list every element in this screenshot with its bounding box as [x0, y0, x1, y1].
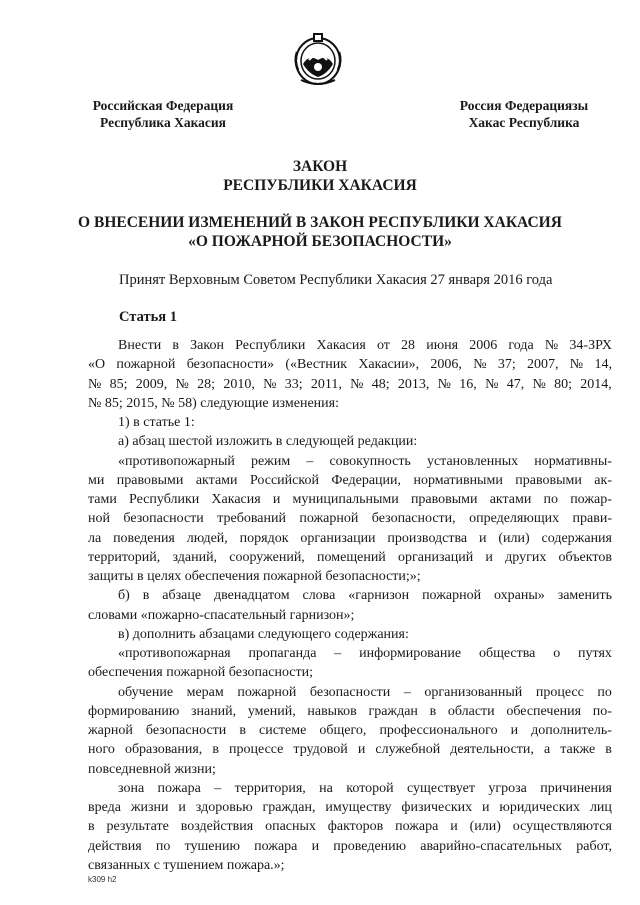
text-line: а) абзац шестой изложить в следующей редакции:: [118, 434, 418, 450]
text-line: связанных с тушением пожара.»;: [88, 857, 285, 873]
text-line: ной безопасности требований пожарной безопасности, определяющих прави-: [88, 511, 612, 527]
law-title-line-1: ЗАКОН: [292, 158, 348, 175]
footer-code: k309 h2: [88, 875, 117, 884]
law-subject-line-2: «О ПОЖАРНОЙ БЕЗОПАСНОСТИ»: [188, 233, 452, 250]
header-left: [88, 97, 238, 131]
text-line: формированию знаний, умений, навыков граждан в области обеспечения по-: [88, 703, 612, 719]
text-line: ного образования, в процессе трудовой и служебной деятельности, а также в: [88, 742, 612, 758]
text-line: зона пожара – территория, на которой существует угроза причинения: [118, 780, 612, 796]
article-title: Статья 1: [119, 309, 177, 325]
text-line: обучение мерам пожарной безопасности – организованный процесс по: [118, 684, 612, 700]
text-line: № 85; 2009, № 28; 2010, № 33; 2011, № 48; 2013, № 16, № 47, № 80; 2014,: [88, 376, 612, 392]
text-line: «О пожарной безопасности» («Вестник Хакасии», 2006, № 37; 2007, № 14,: [88, 357, 612, 373]
adoption-note: Принят Верховным Советом Республики Хакасия 27 января 2016 года: [119, 272, 553, 288]
text-line: «противопожарный режим – совокупность установленных нормативны-: [118, 453, 612, 469]
text-line: действия по тушению пожара и проведению аварийно-спасательных работ,: [88, 838, 612, 854]
text-line: повседневной жизни;: [88, 761, 216, 777]
text-line: жарной безопасности в системе общего, профессионального и дополнитель-: [88, 723, 612, 738]
text-line: словами «пожарно-спасательный гарнизон»;: [88, 607, 355, 623]
text-line: в) дополнить абзацами следующего содержания:: [118, 626, 409, 642]
text-line: № 85; 2015, № 58) следующие изменения:: [88, 395, 339, 411]
text-line: защиты в целях обеспечения пожарной безопасности;»;: [88, 569, 421, 584]
header-left-line-2: Республика Хакасия: [100, 115, 226, 130]
text-line: б) в абзаце двенадцатом слова «гарнизон пожарной охраны» заменить: [118, 588, 612, 604]
text-line: обеспечения пожарной безопасности;: [88, 665, 314, 681]
article-body: [88, 336, 612, 875]
text-line: тами Республики Хакасия и муниципальными правовыми актами по пожар-: [88, 492, 612, 507]
text-line: ми правовыми актами Российской Федерации, нормативными правовыми ак-: [88, 472, 612, 488]
text-line: Внести в Закон Республики Хакасия от 28 июня 2006 года № 34-ЗРХ: [118, 338, 612, 353]
text-line: вреда жизни и здоровью граждан, имуществу физических и юридических лиц: [88, 800, 612, 815]
law-subject-line-1: О ВНЕСЕНИИ ИЗМЕНЕНИЙ В ЗАКОН РЕСПУБЛИКИ ХАКАСИЯ: [78, 214, 562, 231]
text-line: 1) в статье 1:: [118, 415, 195, 430]
header-right-line-1: Россия Федерациязы: [459, 98, 589, 113]
text-line: «противопожарная пропаганда – информирование общества о путях: [118, 646, 612, 661]
text-line: в результате воздействия опасных факторов пожара и (или) осуществляются: [88, 819, 612, 835]
coat-of-arms-icon: [291, 30, 345, 88]
header-right: [449, 97, 599, 131]
text-line: территорий, зданий, сооружений, помещений организаций и других объектов: [88, 549, 612, 565]
text-line: ла поведения людей, порядок организации производства и (или) содержания: [88, 530, 612, 546]
header-left-line-1: Российская Федерация: [92, 98, 234, 113]
law-title-line-2: РЕСПУБЛИКИ ХАКАСИЯ: [223, 177, 417, 194]
header-right-line-2: Хакас Республика: [468, 115, 580, 130]
